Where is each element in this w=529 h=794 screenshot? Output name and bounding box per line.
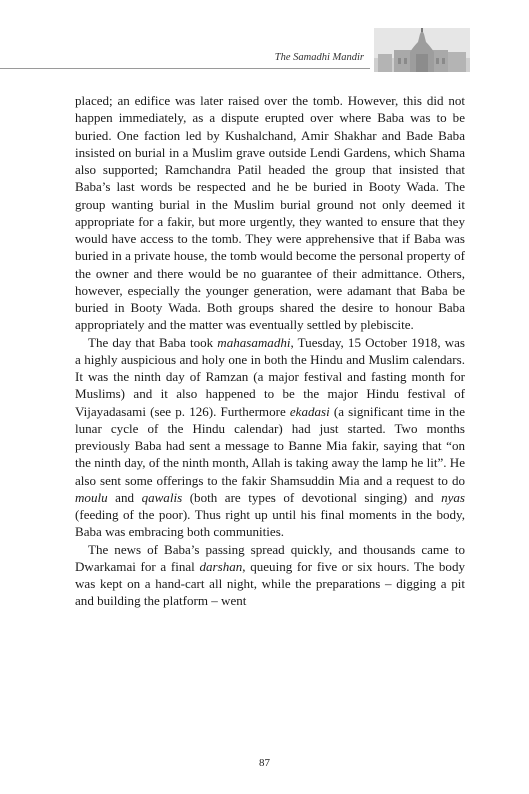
text-run: The day that Baba took [88, 334, 218, 350]
text-run: (feeding of the poor). Thus right up until his final moments in the body, Baba was embracing both communities. [75, 507, 465, 540]
temple-illustration [374, 28, 470, 72]
text-run: (both are types of devotional singing) and [182, 489, 442, 505]
paragraph [75, 92, 465, 334]
body-text [75, 92, 465, 610]
header-rule [0, 68, 370, 69]
text-run: and [107, 489, 142, 505]
running-title: The Samadhi Mandir [274, 52, 364, 63]
italic-term: mahasamadhi [217, 334, 291, 350]
italic-term: nyas [441, 489, 465, 505]
text-run: placed; an edifice was later raised over the tomb. However, this did not happen immediately, as a dispute erupted over where Baba was to be buried. One faction led by Kushalchand, Amir Shakhar and Bade Baba insisted on burial in a Muslim grave outside Lendi Gardens, which Shama also supported; Ramchandra Patil headed the group that insisted that Baba’s last words be respected and he be buried in Booty Wada. The group wanting burial in the Muslim burial ground not only deemed it appropriate for a fakir, but more urgently, they wanted to ensure that they would have access to the tomb. They were apprehensive that if Baba was buried in a private house, the tomb would become the personal property of the owner and there would be no guarantee of their admittance. Others, however, especially the younger generation, were adamant that Baba be buried in Booty Wada. Both groups shared the desire to honour Baba appropriately and the matter was eventually settled by plebiscite. [75, 93, 465, 333]
italic-term: darshan [199, 558, 243, 574]
italic-term: moulu [75, 489, 108, 505]
text-run: The news of Baba’s passing spread quickly, and thousands came to Dwarkamai for a final [75, 541, 465, 574]
italic-term: ekadasi [289, 403, 330, 419]
text-run: (a significant time in the lunar cycle of the Hindu calendar) had just started. Two months previously Baba had sent a message to Banne Mia fakir, saying that “on the ninth day, of the ninth month, Allah is taking away the lamp he lit”. He also sent some offerings to the fakir Shamsuddin Mia and a request to do [75, 403, 465, 488]
italic-term: qawalis [141, 489, 183, 505]
paragraph [75, 541, 465, 610]
paragraph [75, 334, 465, 541]
text-run: , Tuesday, 15 October 1918, was a highly auspicious and holy one in both the Hindu and Muslim calendars. It was the ninth day of Ramzan (a major festival and fasting month for Muslims) and it also happened to be the major Hindu festival of Vijayadasami (see p. 126). Furthermore [75, 334, 466, 419]
page-number: 87 [259, 757, 270, 769]
text-run: , queuing for five or six hours. The body was kept on a hand-cart all night, while the preparations – digging a pit and building the platform – went [75, 558, 465, 609]
